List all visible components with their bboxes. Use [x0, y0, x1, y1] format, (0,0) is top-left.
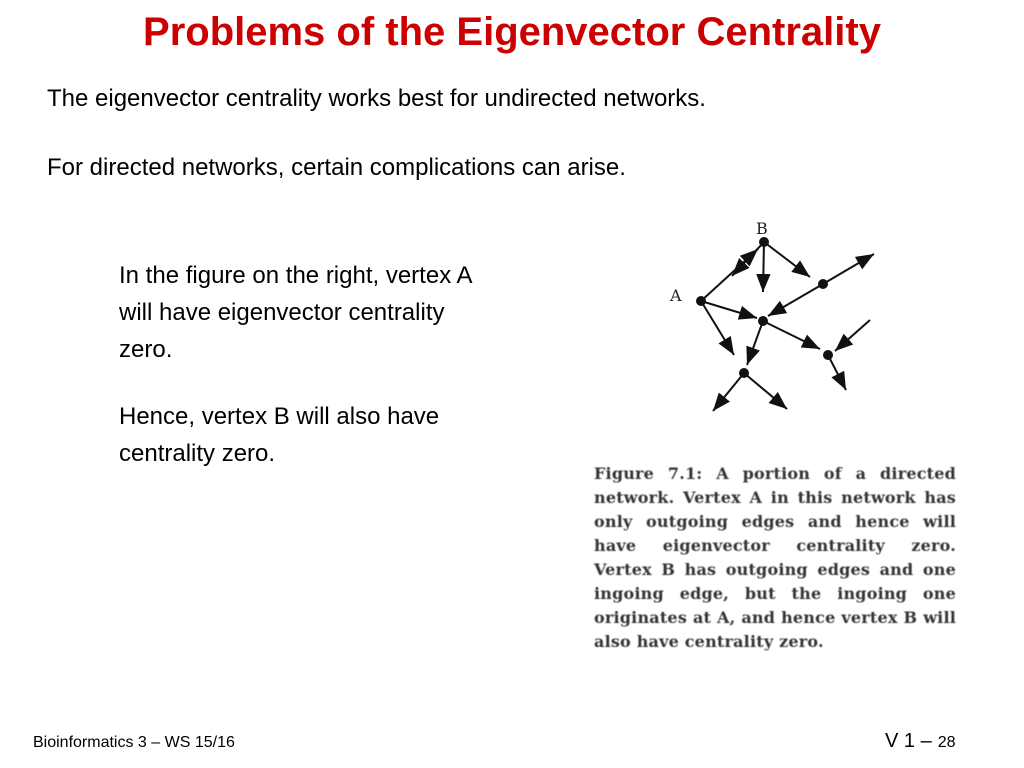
node [739, 368, 749, 378]
intro-line-1: The eigenvector centrality works best for undirected networks. [47, 85, 706, 112]
caption-label: Figure 7.1: [594, 464, 703, 483]
edge [701, 249, 758, 301]
slide-title: Problems of the Eigenvector Centrality [143, 10, 881, 54]
node [758, 316, 768, 326]
edge [764, 242, 810, 277]
edge [747, 321, 763, 365]
figure-caption [594, 462, 956, 654]
footer-page-indicator [885, 730, 956, 753]
node-label-b: B [756, 219, 768, 238]
edge [763, 242, 764, 292]
edge [744, 373, 787, 409]
node [818, 279, 828, 289]
edge [763, 321, 820, 349]
edge [713, 373, 744, 411]
footer-section: V 1 – [885, 730, 932, 752]
node [823, 350, 833, 360]
caption-text: A portion of a directed network. Vertex A in this network has only outgoing edges and hence will have eigenvector centrality zero. Vertex B has outgoing edges and one ingoing edge, but the ingoing one originates at A, and hence vertex B will also have centrality zero. [594, 464, 957, 651]
edge [828, 355, 846, 390]
network-figure [660, 212, 890, 422]
footer-course: Bioinformatics 3 – WS 15/16 [33, 734, 235, 751]
intro-line-2: For directed networks, certain complications can arise. [47, 154, 626, 181]
node-b [759, 237, 769, 247]
node-label-a: A [670, 286, 682, 305]
edge [823, 254, 874, 284]
node-a [696, 296, 706, 306]
paragraph-vertex-a: In the figure on the right, vertex A will have eigenvector centrality zero. [119, 262, 472, 363]
directed-network-diagram [660, 212, 890, 422]
footer-page-number: 28 [937, 734, 956, 751]
paragraph-vertex-b: Hence, vertex B will also have centrality zero. [119, 403, 440, 467]
edge [835, 320, 870, 351]
edge [768, 284, 823, 316]
